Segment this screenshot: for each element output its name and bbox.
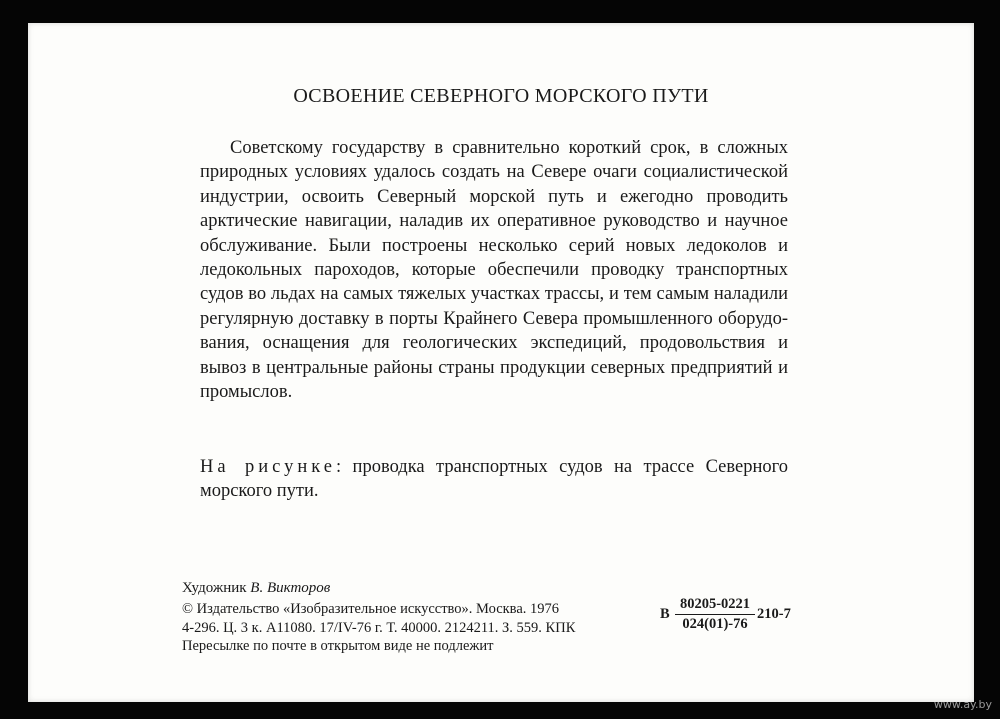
artist-credit (182, 580, 330, 597)
caption-label: На рисунке (200, 457, 336, 477)
artist-label: Художник (182, 580, 247, 596)
watermark: www.ay.by (933, 698, 992, 711)
imprint-block (182, 600, 575, 656)
publisher-line: © Издательство «Изобразительное искусство». Москва. 1976 (182, 601, 560, 617)
order-line: 4-296. Ц. 3 к. А11080. 17/IV-76 г. Т. 40000. 2124211. З. 559. КПК (182, 619, 576, 636)
code-numerator: 80205-0221 (675, 596, 755, 615)
caption-paragraph (200, 455, 788, 504)
page-title: ОСВОЕНИЕ СЕВЕРНОГО МОРСКОГО ПУТИ (293, 85, 709, 107)
code-prefix: В (660, 606, 670, 622)
code-fraction (675, 596, 755, 633)
body-paragraph: Советскому государству в сравнительно короткий срок, в сложных природных условиях удалось создать на Севере очаги социалистической индустрии, освоить Северный морской путь и ежегодно проводить арктические навигации, наладив их оперативное руководство и научное обслуживание. Были построены несколько серий новых ледоколов и ледокольных пароходов, которые обеспечили проводку транспортных судов во льдах на самых тяжелых участках трассы, и тем самым наладили регулярную доставку в порты Крайнего Севера промышленного оборудования, оснащения для геологических экспедиций, продовольствия и вывоз в центральные районы страны продукции северных предприятий и промыслов. (200, 138, 788, 403)
code-denominator: 024(01)-76 (682, 616, 748, 632)
code-suffix: 210-7 (757, 606, 791, 622)
postcard-back (28, 23, 974, 702)
postal-note: Пересылке по почте в открытом виде не подлежит (182, 638, 494, 654)
artist-name: В. Викторов (250, 580, 331, 596)
caption-text: : проводка транспортных судов на трассе Северного морского пути. (200, 457, 788, 502)
